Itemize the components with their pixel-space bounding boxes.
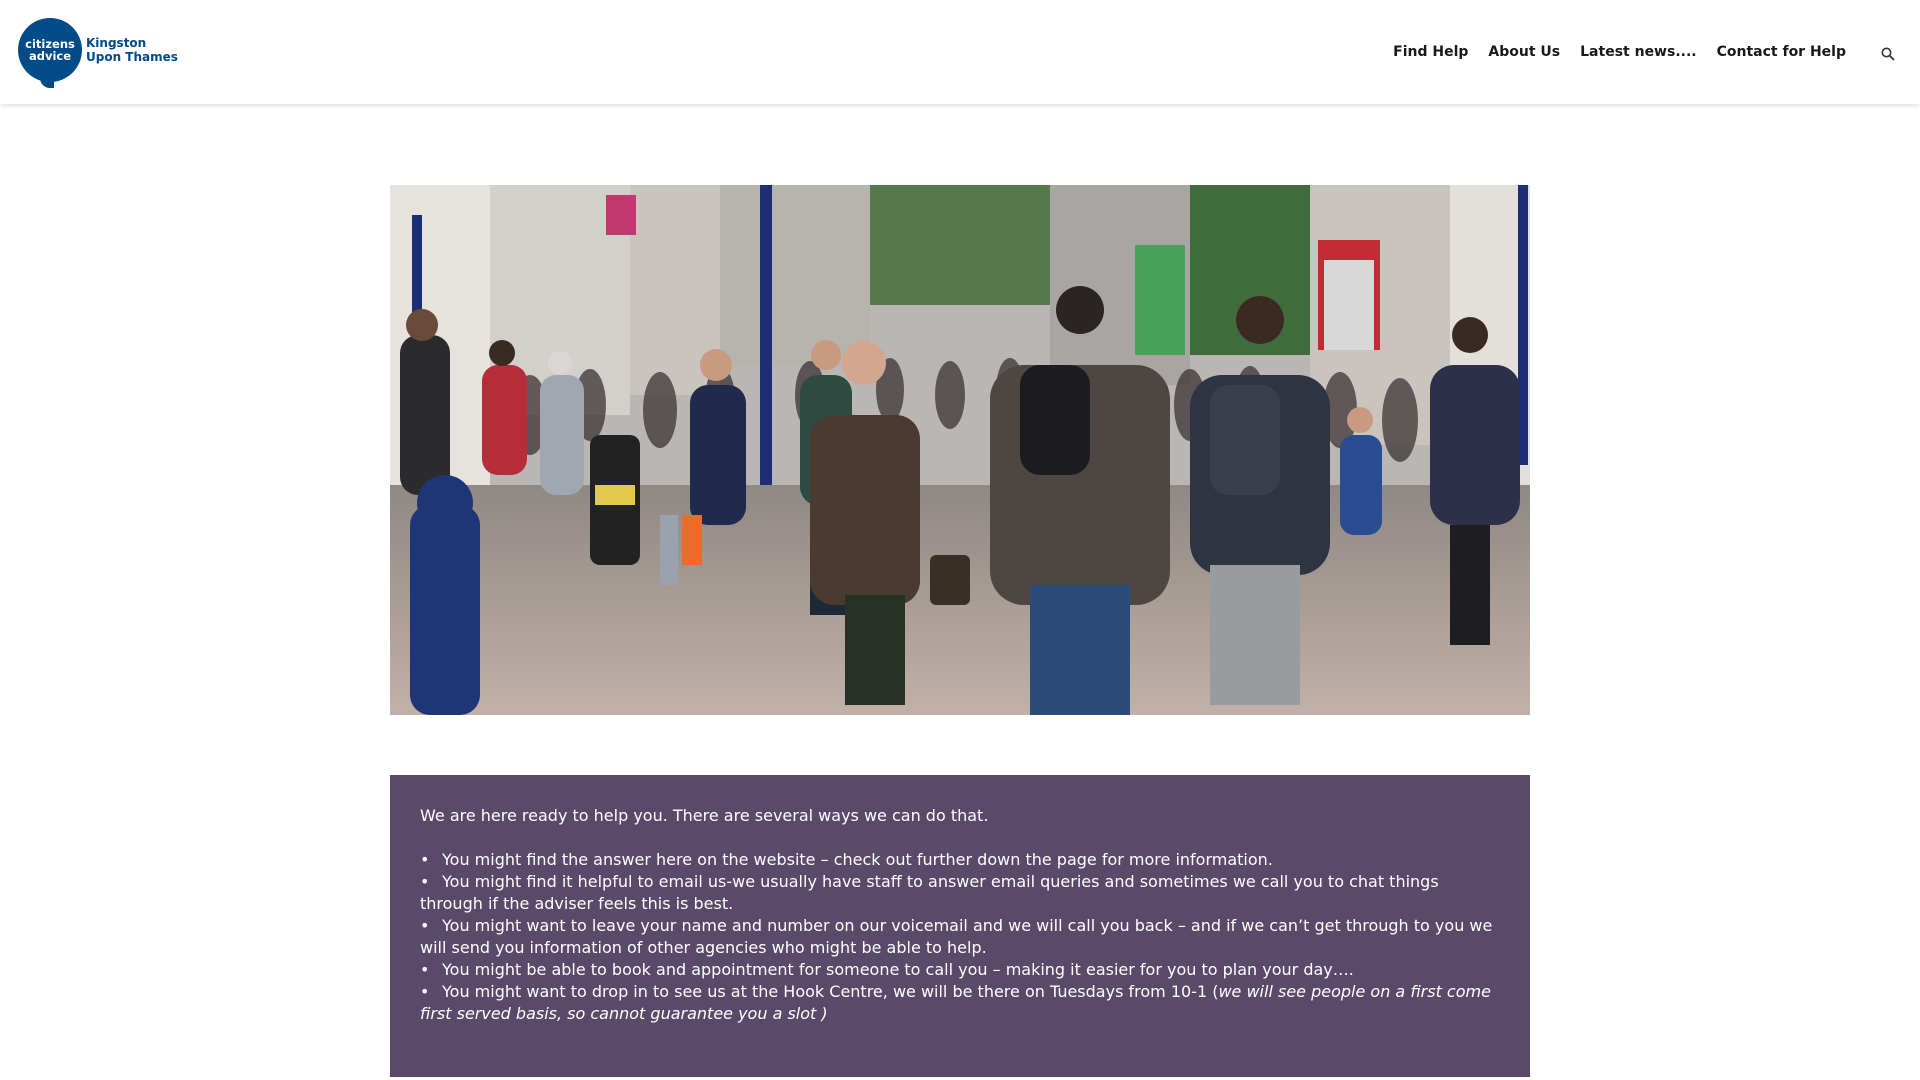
help-option-note: we will see people on a first come first served basis, so cannot guarantee you a slot ): [420, 982, 1491, 1023]
list-item: [420, 981, 1500, 1025]
list-item: [420, 871, 1500, 915]
logo-location: [86, 36, 178, 64]
bullet-icon: •: [420, 850, 430, 869]
help-option-text: You might want to drop in to see us at the Hook Centre, we will be there on Tuesdays from 10-1 (: [442, 982, 1219, 1001]
logo-mark: [18, 18, 82, 82]
street-scene: [390, 185, 1530, 715]
logo-location-line1: Kingston: [86, 36, 147, 50]
nav-item-latest-news[interactable]: Latest news....: [1580, 44, 1697, 60]
nav-item-about-us[interactable]: About Us: [1488, 44, 1561, 60]
bullet-icon: •: [420, 872, 430, 891]
help-intro: We are here ready to help you. There are several ways we can do that.: [420, 806, 989, 825]
bullet-icon: •: [420, 960, 430, 979]
help-info-box: [390, 775, 1530, 1077]
main-nav: [1393, 44, 1846, 60]
bullet-icon: •: [420, 982, 430, 1001]
bullet-icon: •: [420, 916, 430, 935]
nav-item-find-help[interactable]: Find Help: [1393, 44, 1469, 60]
help-options-list: [420, 849, 1500, 1025]
search-icon: [1880, 46, 1896, 62]
list-item: [420, 959, 1500, 981]
site-header: [0, 0, 1920, 104]
search-button[interactable]: [1880, 46, 1896, 62]
citizens-advice-logo[interactable]: [18, 16, 178, 84]
logo-word-advice: advice: [28, 49, 72, 63]
list-item: [420, 849, 1500, 871]
logo-location-line2: Upon Thames: [86, 50, 178, 64]
list-item: [420, 915, 1500, 959]
nav-item-contact-for-help[interactable]: Contact for Help: [1716, 44, 1846, 60]
help-option-text: You might find it helpful to email us-we usually have staff to answer email queries and sometimes we call you to chat things through if the adviser feels this is best.: [420, 872, 1439, 913]
help-option-text: You might be able to book and appointment for someone to call you – making it easier for you to plan your day….: [442, 960, 1354, 979]
hero-image: [390, 185, 1530, 715]
help-option-text: You might want to leave your name and number on our voicemail and we will call you back – and if we can’t get through to you we will send you information of other agencies who might be able to help.: [420, 916, 1493, 957]
help-option-text: You might find the answer here on the website – check out further down the page for more information.: [442, 850, 1273, 869]
logo-word-citizens: citizens: [25, 37, 75, 51]
